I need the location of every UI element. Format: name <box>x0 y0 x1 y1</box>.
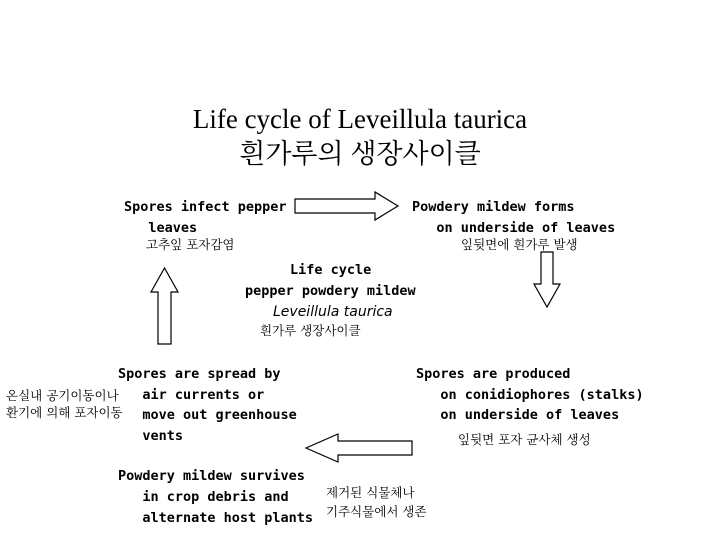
stage-forms-line2: on underside of leaves <box>412 220 616 236</box>
stage-survives-line3: alternate host plants <box>118 510 314 526</box>
stage-survives-line2: in crop debris and <box>118 489 289 505</box>
stage-infect-line1: Spores infect pepper <box>124 199 287 215</box>
center-line1: Life cycle <box>290 262 372 278</box>
stage-forms-korean: 잎뒷면에 흰가루 발생 <box>461 237 578 252</box>
stage-survives-korean-1: 제거된 식물체나 <box>326 485 415 500</box>
stage-spread-line4: vents <box>118 428 184 444</box>
stage-spread-line1: Spores are spread by <box>118 366 281 382</box>
arrow-down-icon <box>534 252 560 307</box>
diagram-title: Life cycle of Leveillula taurica <box>192 104 528 134</box>
center-species-name: Leveillula taurica <box>273 304 393 320</box>
stage-produced-line1: Spores are produced <box>416 366 571 382</box>
arrow-right-icon <box>295 192 398 220</box>
diagram-title-korean: 흰가루의 생장사이클 <box>239 139 481 169</box>
stage-produced-line3: on underside of leaves <box>416 407 620 423</box>
arrow-up-icon <box>151 268 178 344</box>
stage-spread-line3: move out greenhouse <box>118 407 297 423</box>
stage-survives-korean-2: 기주식물에서 생존 <box>326 504 427 519</box>
stage-produced-line2: on conidiophores (stalks) <box>416 387 644 403</box>
center-line2: pepper powdery mildew <box>245 283 416 299</box>
stage-spread-line2: air currents or <box>118 387 265 403</box>
center-korean: 흰가루 생장사이클 <box>260 323 361 338</box>
stage-produced-korean: 잎뒷면 포자 균사체 생성 <box>458 432 591 447</box>
stage-spread-korean-1: 온실내 공기이동이나 <box>6 388 119 403</box>
stage-infect-line2: leaves <box>124 220 198 236</box>
stage-forms-line1: Powdery mildew forms <box>412 199 575 215</box>
stage-survives-line1: Powdery mildew survives <box>118 468 305 484</box>
arrow-left-icon <box>306 434 412 462</box>
stage-spread-korean-2: 환기에 의해 포자이동 <box>6 405 123 420</box>
stage-infect-korean: 고추잎 포자감염 <box>146 237 235 252</box>
